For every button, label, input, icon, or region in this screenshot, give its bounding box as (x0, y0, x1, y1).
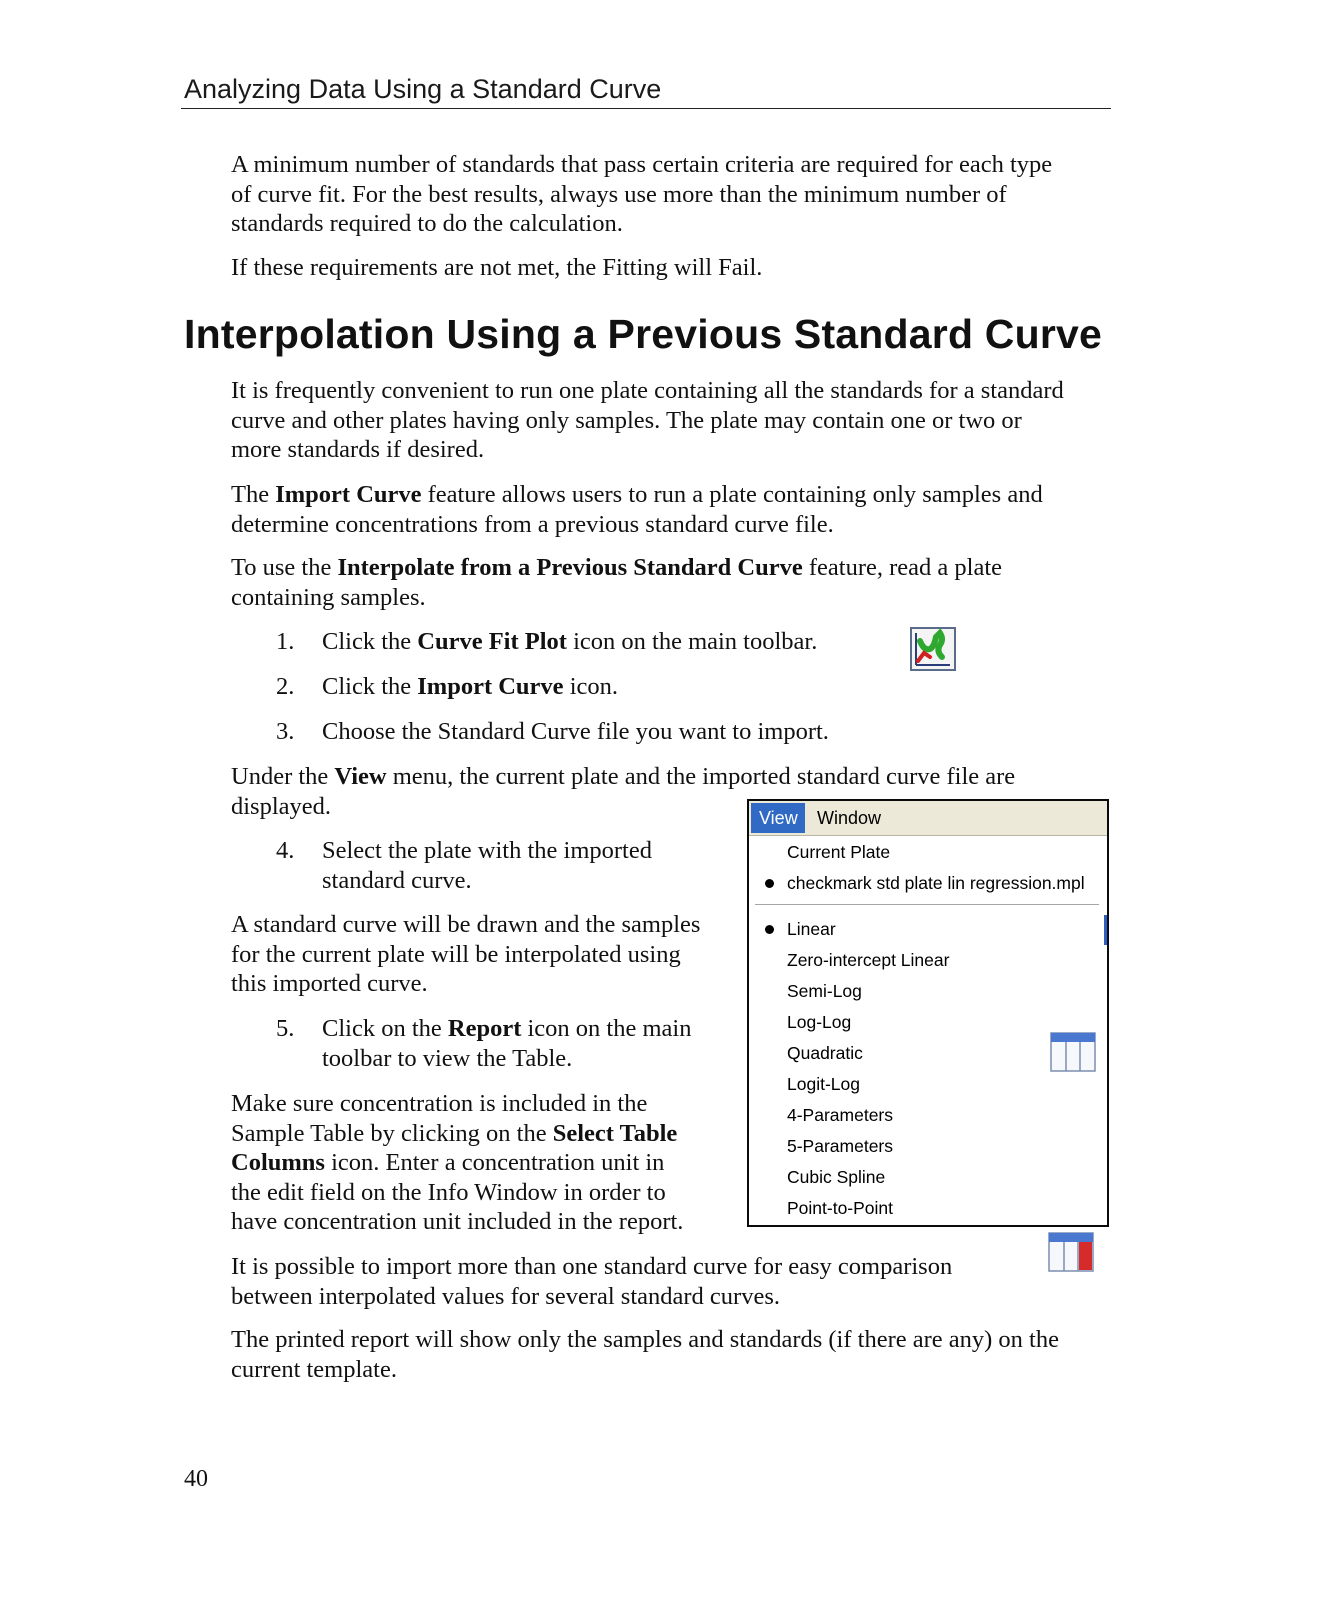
text-run: feature, read a plate (802, 554, 1003, 581)
step-number: 5. (276, 1015, 295, 1042)
text-run: containing samples. (231, 583, 426, 611)
text-line: It is frequently convenient to run one plate containing all the standards for a standard (231, 377, 1064, 404)
standard-curve-paragraph (231, 910, 700, 999)
text-run: standard curve. (322, 866, 472, 894)
menu-item-linear[interactable]: Linear (787, 919, 836, 939)
bold-term: Select Table (552, 1119, 678, 1147)
bold-term: Columns (231, 1149, 325, 1176)
text-run: feature allows users to run a plate containing only samples and (421, 481, 1043, 508)
text-run: icon. (563, 673, 618, 700)
text-run: The (231, 481, 276, 508)
text-run: icon on the main (521, 1015, 692, 1042)
intro-paragraph-1 (231, 150, 1052, 239)
menu-item-5-parameters[interactable]: 5-Parameters (787, 1136, 894, 1156)
text-line: for the current plate will be interpolated using (231, 940, 681, 968)
text-run: icon. Enter a concentration unit in (324, 1149, 665, 1176)
selected-bullet-icon (765, 925, 774, 934)
step-3 (322, 717, 829, 747)
menu-item-quadratic[interactable]: Quadratic (787, 1043, 863, 1063)
menu-item-logit-log[interactable]: Logit-Log (787, 1074, 860, 1094)
text-run: displayed. (231, 792, 332, 820)
step-number: 1. (276, 628, 295, 655)
text-run: Under the (231, 763, 335, 790)
section-paragraph-1 (231, 376, 1064, 465)
text-run: Select the plate with the imported (322, 837, 652, 864)
report-icon[interactable] (1050, 1032, 1096, 1072)
scroll-indicator (1104, 915, 1107, 945)
running-header: Analyzing Data Using a Standard Curve (184, 74, 662, 104)
text-run: To use the (231, 554, 338, 581)
selected-bullet-icon (765, 879, 774, 888)
intro-paragraph-2: If these requirements are not met, the Fitting will Fail. (231, 254, 763, 281)
menu-window[interactable]: Window (817, 808, 882, 828)
header-rule (181, 108, 1111, 109)
text-run: Sample Table by clicking on the (231, 1119, 553, 1147)
bold-term: Import Curve (275, 481, 422, 508)
step-number: 4. (276, 837, 295, 864)
text-run: Click on the (322, 1015, 448, 1042)
menu-item-point-to-point[interactable]: Point-to-Point (787, 1198, 894, 1218)
step-number: 3. (276, 718, 295, 745)
text-run: Click the (322, 628, 418, 655)
text-line: this imported curve. (231, 970, 428, 997)
text-run: determine concentrations from a previous standard curve file. (231, 510, 834, 538)
menu-item-current-plate[interactable]: Current Plate (787, 842, 891, 862)
text-line: A standard curve will be drawn and the samples (231, 911, 701, 938)
menu-item-zero-intercept-linear[interactable]: Zero-intercept Linear (787, 950, 950, 970)
text-line: curve and other plates having only samples. The plate may contain one or two or (231, 406, 1022, 434)
page-number: 40 (184, 1466, 208, 1492)
menu-item-4-parameters[interactable]: 4-Parameters (787, 1105, 894, 1125)
menu-item-cubic-spline[interactable]: Cubic Spline (787, 1167, 886, 1187)
step-5 (322, 1014, 691, 1073)
text-line: more standards if desired. (231, 436, 485, 463)
step-2 (322, 672, 618, 702)
text-run: the edit field on the Info Window in order to (231, 1178, 666, 1206)
view-menu-screenshot (747, 799, 1109, 1227)
step-1 (322, 627, 817, 657)
step-4 (322, 836, 652, 895)
bold-term: Import Curve (417, 673, 564, 700)
text-run: icon on the main toolbar. (566, 628, 818, 655)
step-number: 2. (276, 673, 295, 700)
text-run: menu, the current plate and the imported standard curve file are (386, 763, 1016, 790)
bold-term: Interpolate from a Previous Standard Curve (337, 554, 803, 581)
text-line: standards required to do the calculation. (231, 210, 623, 237)
text-line: It is possible to import more than one standard curve for easy comparison (231, 1253, 953, 1280)
text-run: Click the (322, 673, 418, 700)
text-run: Make sure concentration is included in the (231, 1090, 648, 1117)
multiple-curves-paragraph (231, 1252, 952, 1311)
menu-item-log-log[interactable]: Log-Log (787, 1012, 852, 1032)
text-line: The printed report will show only the samples and standards (if there are any) on the (231, 1326, 1059, 1353)
text-line: between interpolated values for several standard curves. (231, 1282, 780, 1310)
menu-view[interactable]: View (751, 803, 805, 833)
import-curve-paragraph (231, 480, 1043, 539)
menu-item-semi-log[interactable]: Semi-Log (787, 981, 862, 1001)
bold-term: Report (447, 1015, 522, 1042)
text-run: have concentration unit included in the report. (231, 1208, 684, 1235)
text-run: toolbar to view the Table. (322, 1044, 573, 1072)
bold-term: Curve Fit Plot (417, 628, 567, 655)
curve-fit-plot-icon[interactable] (910, 627, 956, 671)
interpolate-paragraph (231, 553, 1002, 612)
text-line: A minimum number of standards that pass certain criteria are required for each type (231, 151, 1053, 178)
menu-bar (749, 801, 1107, 836)
text-line: current template. (231, 1355, 397, 1383)
select-table-columns-icon[interactable] (1048, 1232, 1094, 1272)
text-line: of curve fit. For the best results, always use more than the minimum number of (231, 180, 1007, 208)
text-run: Choose the Standard Curve file you want to import. (322, 718, 829, 745)
menu-separator (755, 904, 1099, 906)
bold-term: View (334, 763, 387, 790)
concentration-paragraph (231, 1089, 683, 1237)
menu-item-imported-curve[interactable]: checkmark std plate lin regression.mpl (787, 873, 1085, 893)
section-heading: Interpolation Using a Previous Standard Curve (184, 311, 1103, 357)
printed-report-paragraph (231, 1325, 1059, 1384)
